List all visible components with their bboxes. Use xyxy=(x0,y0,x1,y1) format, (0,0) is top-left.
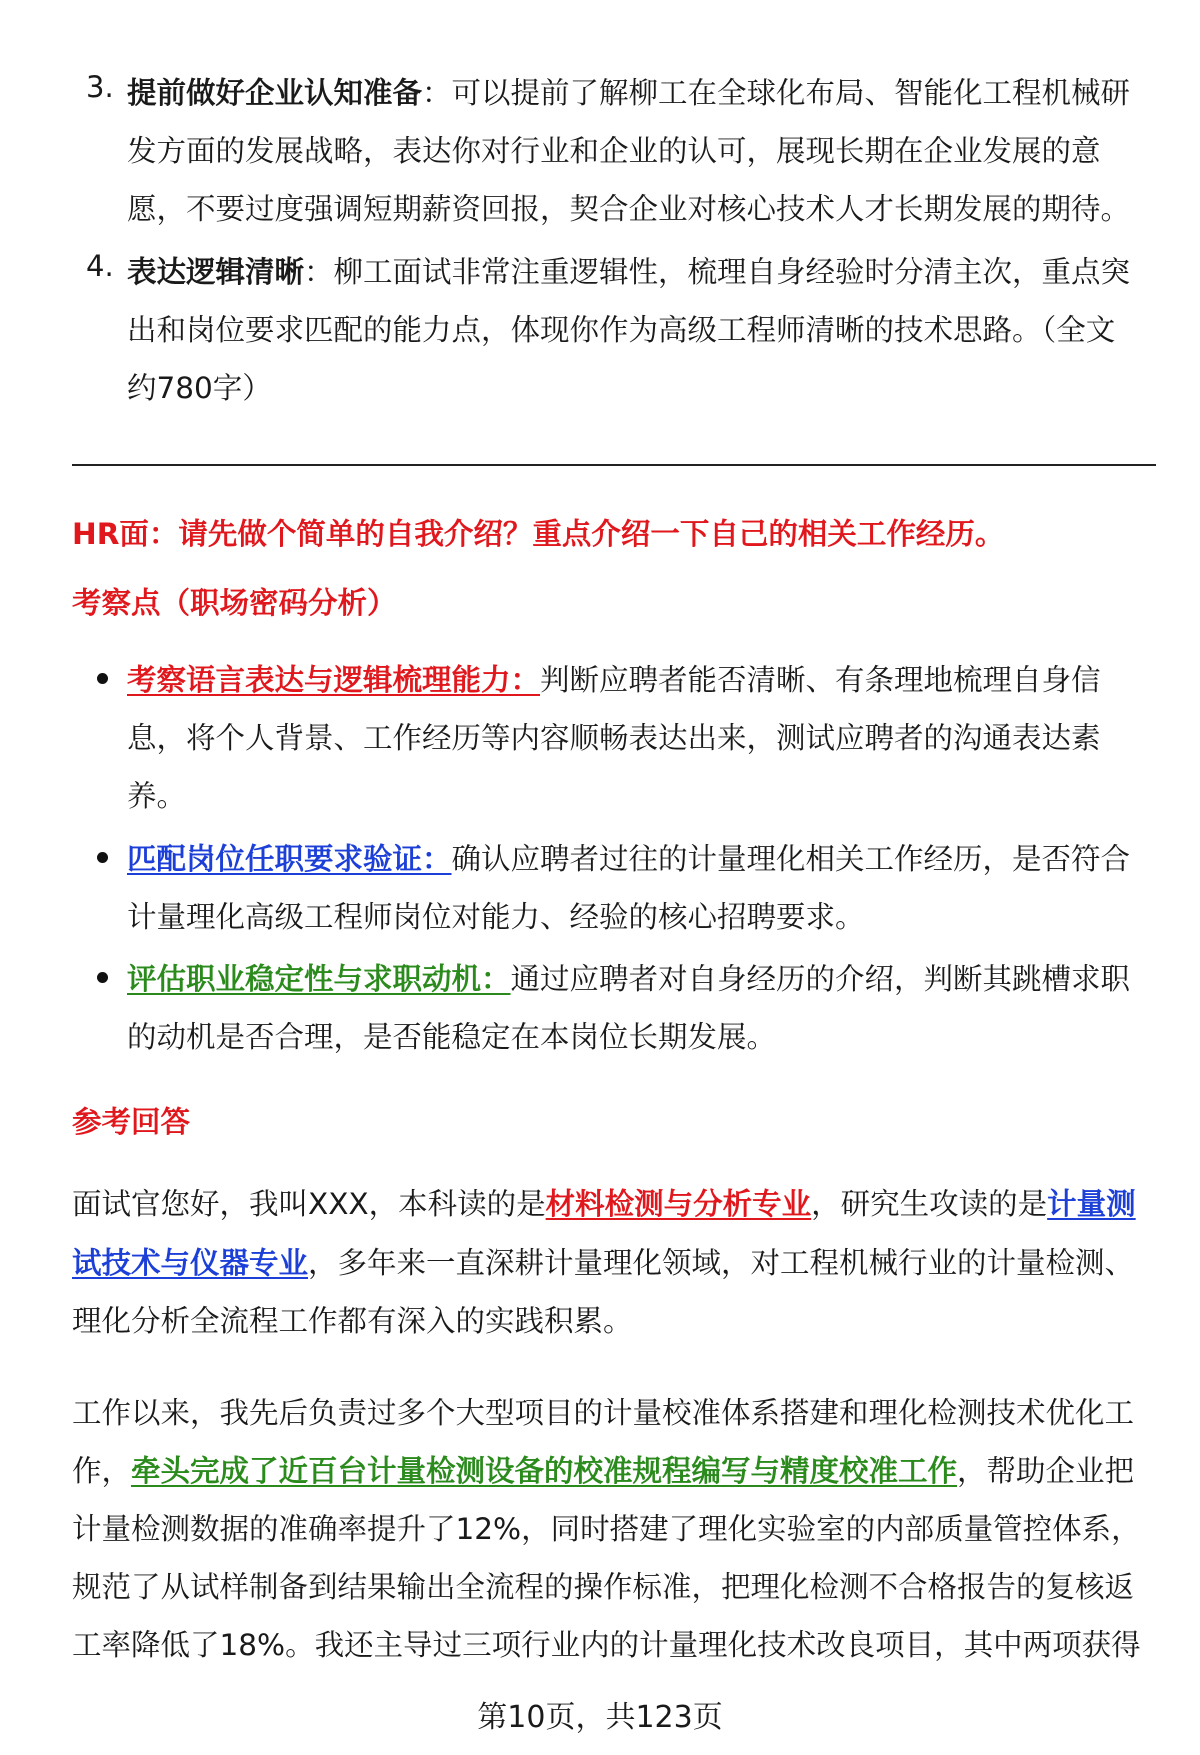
bullet-3-text-1: 通过应聘者对自身经历的介绍，判断其跳槽求职 xyxy=(510,962,1131,996)
bullet-2-title: 匹配岗位任职要求验证： xyxy=(127,842,452,876)
item-3-line-3: 愿，不要过度强调短期薪资回报，契合企业对核心技术人才长期发展的期待。 xyxy=(127,192,1131,226)
bullet-1-text-1: 判断应聘者能否清晰、有条理地梳理自身信 xyxy=(540,663,1101,697)
item-3-text-1: ：可以提前了解柳工在全球化布局、智能化工程机械研 xyxy=(422,76,1131,110)
para-1-text-a: 面试官您好，我叫XXX，本科读的是 xyxy=(72,1187,546,1221)
exam-points-title: 考察点（职场密码分析） xyxy=(72,586,397,620)
bullet-1-line-1 xyxy=(127,657,1101,699)
page-number: 第10页，共123页 xyxy=(477,1700,723,1735)
para-2-line-3: 计量检测数据的准确率提升了12%，同时搭建了理化实验室的内部质量管控体系， xyxy=(72,1512,1141,1546)
highlight-major-undergrad: 材料检测与分析专业 xyxy=(545,1187,812,1221)
para-2-line-4: 规范了从试样制备到结果输出全流程的操作标准，把理化检测不合格报告的复核返 xyxy=(72,1570,1135,1604)
item-4-line-2: 出和岗位要求匹配的能力点，体现你作为高级工程师清晰的技术思路。（全文 xyxy=(127,313,1116,347)
item-3-number: 3. xyxy=(86,70,114,104)
hr-question: HR面：请先做个简单的自我介绍？重点介绍一下自己的相关工作经历。 xyxy=(72,517,1005,551)
item-4-line-1 xyxy=(127,249,1130,291)
bullet-3-line-2: 的动机是否合理，是否能稳定在本岗位长期发展。 xyxy=(127,1020,777,1054)
highlight-major-grad-2: 试技术与仪器专业 xyxy=(72,1246,309,1280)
bullet-1-title: 考察语言表达与逻辑梳理能力： xyxy=(127,663,541,697)
highlight-achievement: 牵头完成了近百台计量检测设备的校准规程编写与精度校准工作 xyxy=(131,1454,958,1488)
item-3-line-2: 发方面的发展战略，表达你对行业和企业的认可，展现长期在企业发展的意 xyxy=(127,134,1101,168)
item-4-title: 表达逻辑清晰 xyxy=(127,255,305,289)
bullet-3-line-1 xyxy=(127,956,1130,998)
bullet-dot xyxy=(97,673,108,684)
item-4-line-3: 约780字） xyxy=(127,371,272,405)
para-1-text-c: ，多年来一直深耕计量理化领域，对工程机械行业的计量检测、 xyxy=(308,1246,1135,1280)
para-1-line-1 xyxy=(72,1181,1136,1223)
bullet-dot xyxy=(97,972,108,983)
item-4-number: 4. xyxy=(86,249,114,283)
bullet-dot xyxy=(97,852,108,863)
para-2-text-b: ，帮助企业把 xyxy=(957,1454,1135,1488)
para-1-line-2 xyxy=(72,1240,1134,1282)
bullet-2-line-2: 计量理化高级工程师岗位对能力、经验的核心招聘要求。 xyxy=(127,900,865,934)
bullet-1-line-2: 息，将个人背景、工作经历等内容顺畅表达出来，测试应聘者的沟通表达素 xyxy=(127,721,1101,755)
reference-title: 参考回答 xyxy=(72,1105,191,1139)
highlight-major-grad-1: 计量测 xyxy=(1047,1187,1136,1221)
item-3-line-1 xyxy=(127,70,1130,112)
para-2-text-a: 作， xyxy=(72,1454,132,1488)
para-2-line-2 xyxy=(72,1448,1134,1490)
bullet-2-line-1 xyxy=(127,836,1130,878)
para-1-text-b: ，研究生攻读的是 xyxy=(811,1187,1048,1221)
item-3-title: 提前做好企业认知准备 xyxy=(127,76,423,110)
para-1-line-3: 理化分析全流程工作都有深入的实践积累。 xyxy=(72,1304,633,1338)
bullet-2-text-1: 确认应聘者过往的计量理化相关工作经历，是否符合 xyxy=(451,842,1131,876)
para-2-line-5: 工率降低了18%。我还主导过三项行业内的计量理化技术改良项目，其中两项获得 xyxy=(72,1628,1141,1662)
bullet-3-title: 评估职业稳定性与求职动机： xyxy=(127,962,511,996)
para-2-line-1: 工作以来，我先后负责过多个大型项目的计量校准体系搭建和理化检测技术优化工 xyxy=(72,1396,1135,1430)
bullet-1-line-3: 养。 xyxy=(127,779,187,813)
item-4-text-1: ：柳工面试非常注重逻辑性，梳理自身经验时分清主次，重点突 xyxy=(304,255,1131,289)
section-divider xyxy=(72,464,1156,466)
